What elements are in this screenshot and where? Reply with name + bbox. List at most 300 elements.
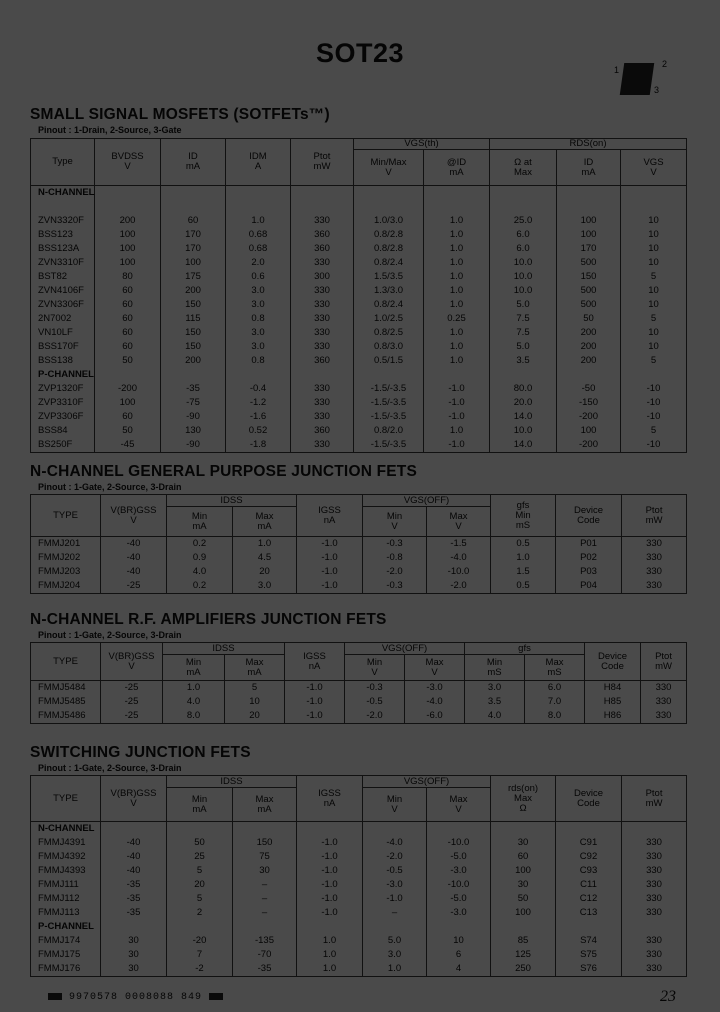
cell-value: -40 (101, 850, 167, 864)
col-idss: IDSS (212, 642, 235, 654)
cell-value: 1.0 (226, 214, 291, 228)
empty-cell (297, 920, 363, 934)
cell-value: -2.0 (345, 709, 405, 724)
col-code: Code (601, 660, 624, 672)
cell-value: 5 (225, 681, 285, 696)
col-type: TYPE (53, 509, 78, 521)
col-unit: mS (515, 519, 531, 531)
cell-value: 10.0 (490, 270, 557, 284)
cell-value: -200 (557, 410, 621, 424)
table-row (31, 410, 687, 424)
empty-cell (490, 368, 557, 382)
cell-value: 4.0 (167, 565, 233, 579)
group-label: N-CHANNEL (31, 822, 101, 837)
cell-value: 3.0 (233, 579, 297, 594)
switching-jfets-section-title: SWITCHING JUNCTION FETS (30, 744, 251, 761)
col-min: Min (486, 656, 503, 668)
cell-value: 25 (167, 850, 233, 864)
cell-value: 0.8/2.8 (354, 242, 424, 256)
table-row (31, 214, 687, 228)
cell-value: P04 (556, 579, 622, 594)
cell-value: 5.0 (490, 340, 557, 354)
table-row (31, 284, 687, 298)
cell-value: -1.0 (297, 551, 363, 565)
cell-value: -1.0 (297, 864, 363, 878)
col-min: Min (191, 510, 208, 522)
empty-cell (354, 368, 424, 382)
col-unit: mA (192, 803, 207, 815)
cell-value: -1.0 (424, 410, 490, 424)
col-unit: mW (645, 514, 663, 526)
empty-cell (354, 186, 424, 201)
col-gfs: gfs (518, 642, 531, 654)
table-row (31, 298, 687, 312)
cell-value: 330 (622, 565, 687, 579)
part-number: ZVN3306F (31, 298, 95, 312)
col-igss: IGSS (303, 650, 326, 662)
empty-cell (621, 186, 687, 201)
cell-value: -1.8 (226, 438, 291, 453)
cell-value: -1.5/-3.5 (354, 410, 424, 424)
cell-value: 5.0 (363, 934, 427, 948)
col-unit: Ω (519, 802, 527, 814)
cell-value: 7 (167, 948, 233, 962)
col-unit: mA (192, 520, 207, 532)
cell-value: 1.0 (297, 962, 363, 977)
cell-value: 0.8/2.4 (354, 298, 424, 312)
empty-cell (491, 822, 556, 837)
cell-value: -90 (161, 410, 226, 424)
cell-value: 0.25 (424, 312, 490, 326)
cell-value: 5 (167, 864, 233, 878)
cell-value: 80.0 (490, 382, 557, 396)
empty-cell (490, 186, 557, 201)
cell-value: 10 (621, 326, 687, 340)
empty-cell (161, 186, 226, 201)
cell-value: -200 (557, 438, 621, 453)
empty-cell (490, 200, 557, 214)
barcode-block (48, 993, 62, 1000)
empty-cell (101, 822, 167, 837)
col-max: Max (245, 656, 264, 668)
cell-value: 2.0 (226, 256, 291, 270)
cell-value: 0.5/1.5 (354, 354, 424, 368)
part-number: BSS123 (31, 228, 95, 242)
cell-value: 3.0 (363, 948, 427, 962)
table-row (31, 228, 687, 242)
cell-value: 5 (167, 892, 233, 906)
part-number: FMMJ174 (31, 934, 101, 948)
table-row (31, 681, 687, 696)
cell-value: 125 (491, 948, 556, 962)
col-max: Max (425, 656, 444, 668)
cell-value: -4.0 (405, 695, 465, 709)
col-max: Max (514, 792, 532, 804)
col-min: Min (386, 510, 403, 522)
cell-value: -40 (101, 565, 167, 579)
cell-value: -0.5 (363, 864, 427, 878)
cell-value: S76 (556, 962, 622, 977)
cell-value: 330 (622, 864, 687, 878)
cell-value: 100 (95, 242, 161, 256)
cell-value: 100 (161, 256, 226, 270)
cell-value: 4.0 (465, 709, 525, 724)
cell-value: 1.0/2.5 (354, 312, 424, 326)
cell-value: -25 (101, 579, 167, 594)
col-unit: mA (581, 166, 596, 178)
cell-value: -3.0 (427, 864, 491, 878)
cell-value: -1.5/-3.5 (354, 382, 424, 396)
cell-value: 200 (557, 354, 621, 368)
switching-jfets-table-body (31, 822, 687, 977)
empty-cell (427, 920, 491, 934)
cell-value: -0.3 (363, 537, 427, 552)
col-max: Max (449, 510, 468, 522)
cell-value: 200 (557, 326, 621, 340)
cell-value: 150 (161, 340, 226, 354)
cell-value: 30 (101, 948, 167, 962)
cell-value: 0.52 (226, 424, 291, 438)
cell-value: 1.0 (233, 537, 297, 552)
cell-value: -0.3 (363, 579, 427, 594)
empty-cell (291, 200, 354, 214)
cell-value: S74 (556, 934, 622, 948)
cell-value: 170 (557, 242, 621, 256)
empty-cell (291, 368, 354, 382)
col-unit: V (391, 803, 398, 815)
cell-value: 60 (161, 214, 226, 228)
col-unit: V (130, 797, 137, 809)
cell-value: 60 (95, 298, 161, 312)
group-label: P-CHANNEL (31, 920, 101, 934)
part-number: FMMJ111 (31, 878, 101, 892)
cell-value: 20 (225, 709, 285, 724)
col-ptot: Ptot (645, 787, 663, 799)
cell-value: -75 (161, 396, 226, 410)
cell-value: 0.8/2.0 (354, 424, 424, 438)
table-row (31, 424, 687, 438)
cell-value: 330 (291, 396, 354, 410)
cell-value: 100 (557, 424, 621, 438)
cell-value: -10.0 (427, 565, 491, 579)
cell-value: 10 (621, 228, 687, 242)
cell-value: 3.5 (490, 354, 557, 368)
col-unit: V (130, 514, 137, 526)
group-header-row (31, 368, 687, 382)
cell-value: C93 (556, 864, 622, 878)
cell-value: 0.2 (167, 579, 233, 594)
cell-value: 1.0 (424, 256, 490, 270)
col-rdson: RDS(on) (569, 138, 607, 149)
cell-value: -1.5/-3.5 (354, 396, 424, 410)
col-max: Max (545, 656, 564, 668)
cell-value: -5.0 (427, 892, 491, 906)
cell-value: 1.0 (424, 284, 490, 298)
pin-2-label: 2 (662, 59, 668, 69)
cell-value: 3.0 (226, 326, 291, 340)
cell-value: -10 (621, 396, 687, 410)
cell-value: 20 (167, 878, 233, 892)
mosfets-table-body (31, 186, 687, 453)
empty-cell (354, 200, 424, 214)
cell-value: 30 (491, 878, 556, 892)
cell-value: 330 (291, 382, 354, 396)
cell-value: 3.0 (226, 284, 291, 298)
cell-value: -45 (95, 438, 161, 453)
cell-value: 330 (622, 948, 687, 962)
cell-value: -0.8 (363, 551, 427, 565)
cell-value: -35 (233, 962, 297, 977)
cell-value: 330 (641, 695, 687, 709)
table-row (31, 312, 687, 326)
cell-value: 0.8/2.8 (354, 228, 424, 242)
cell-value: 2 (167, 906, 233, 920)
col-vgsoff: VGS(OFF) (403, 494, 450, 506)
cell-value: 0.8/2.5 (354, 326, 424, 340)
part-number: BSS84 (31, 424, 95, 438)
cell-value: -1.0 (285, 681, 345, 696)
table-row (31, 709, 687, 724)
table-row (31, 537, 687, 552)
cell-value: -1.0 (297, 579, 363, 594)
col-igss: IGSS (318, 787, 341, 799)
cell-value: -2.0 (427, 579, 491, 594)
cell-value: P02 (556, 551, 622, 565)
empty-cell (226, 200, 291, 214)
table-row (31, 864, 687, 878)
col-ohm-at: Ω at (514, 156, 532, 168)
col-type: TYPE (53, 655, 78, 667)
col-at-id: @ID (446, 156, 467, 168)
group-label: N-CHANNEL (31, 186, 95, 201)
cell-value: 1.3/3.0 (354, 284, 424, 298)
switching-jfets-table (30, 775, 687, 977)
col-unit: V (124, 161, 131, 172)
empty-cell (363, 822, 427, 837)
table-row (31, 270, 687, 284)
cell-value: 8.0 (163, 709, 225, 724)
cell-value: C92 (556, 850, 622, 864)
cell-value: 30 (233, 864, 297, 878)
cell-value: -4.0 (363, 836, 427, 850)
empty-cell (491, 920, 556, 934)
empty-cell (297, 822, 363, 837)
cell-value: -25 (101, 695, 163, 709)
cell-value: 1.0/3.0 (354, 214, 424, 228)
table-row (31, 962, 687, 977)
col-unit: mA (257, 803, 272, 815)
part-number: FMMJ113 (31, 906, 101, 920)
cell-value: 1.0 (424, 354, 490, 368)
cell-value: 80 (95, 270, 161, 284)
cell-value: 60 (95, 340, 161, 354)
cell-value: -1.0 (297, 537, 363, 552)
col-rdson: rds(on) (507, 782, 539, 794)
part-number: BSS138 (31, 354, 95, 368)
cell-value: 500 (557, 284, 621, 298)
cell-value: 360 (291, 242, 354, 256)
cell-value: -90 (161, 438, 226, 453)
part-number: FMMJ4391 (31, 836, 101, 850)
cell-value: C91 (556, 836, 622, 850)
cell-value: 1.0 (297, 948, 363, 962)
cell-value: 3.5 (465, 695, 525, 709)
cell-value: 7.5 (490, 326, 557, 340)
cell-value: C13 (556, 906, 622, 920)
cell-value: 150 (557, 270, 621, 284)
part-number: BS250F (31, 438, 95, 453)
col-unit: V (431, 666, 438, 678)
empty-cell (424, 368, 490, 382)
empty-cell (363, 920, 427, 934)
cell-value: 200 (557, 340, 621, 354)
col-vbrgss: V(BR)GSS (108, 650, 155, 662)
mosfets-section-title: SMALL SIGNAL MOSFETS (SOTFETs™) (30, 106, 330, 123)
part-number: 2N7002 (31, 312, 95, 326)
cell-value: 0.5 (491, 537, 556, 552)
gp-jfets-table (30, 494, 687, 594)
table-row (31, 382, 687, 396)
cell-value: -1.0 (297, 906, 363, 920)
rf-jfets-pinout: Pinout : 1-Gate, 2-Source, 3-Drain (38, 630, 182, 640)
cell-value: 10 (621, 256, 687, 270)
barcode-block (209, 993, 223, 1000)
table-row (31, 836, 687, 850)
page-number: 23 (660, 988, 676, 1005)
table-row (31, 948, 687, 962)
table-row (31, 340, 687, 354)
cell-value: 0.5 (491, 579, 556, 594)
cell-value: 6.0 (490, 242, 557, 256)
col-min: Min (386, 793, 403, 805)
cell-value: -40 (101, 537, 167, 552)
table-row (31, 892, 687, 906)
empty-cell (424, 186, 490, 201)
cell-value: 1.0 (363, 962, 427, 977)
cell-value: -2.0 (363, 850, 427, 864)
cell-value: H86 (585, 709, 641, 724)
col-min: Min (185, 656, 202, 668)
cell-value: 330 (622, 934, 687, 948)
empty-cell (424, 200, 490, 214)
part-number: BSS123A (31, 242, 95, 256)
col-type: TYPE (53, 792, 78, 804)
cell-value: -1.0 (424, 396, 490, 410)
col-type: Type (52, 156, 73, 167)
cell-value: 170 (161, 242, 226, 256)
cell-value: -0.3 (345, 681, 405, 696)
cell-value: 0.8/3.0 (354, 340, 424, 354)
part-number: ZVP3310F (31, 396, 95, 410)
cell-value: 10 (621, 340, 687, 354)
cell-value: -40 (101, 864, 167, 878)
cell-value: 175 (161, 270, 226, 284)
cell-value: 75 (233, 850, 297, 864)
cell-value: 7.5 (490, 312, 557, 326)
cell-value: 1.0 (424, 326, 490, 340)
col-device: Device (597, 650, 628, 662)
col-unit: nA (308, 660, 321, 672)
empty-cell (167, 822, 233, 837)
cell-value: 330 (622, 551, 687, 565)
cell-value: 14.0 (490, 438, 557, 453)
part-number: FMMJ204 (31, 579, 101, 594)
cell-value: 330 (641, 709, 687, 724)
cell-value: 360 (291, 354, 354, 368)
col-unit: V (391, 520, 398, 532)
cell-value: -4.0 (427, 551, 491, 565)
part-number: ZVN4106F (31, 284, 95, 298)
col-vgsoff: VGS(OFF) (403, 775, 450, 787)
part-number: VN10LF (31, 326, 95, 340)
cell-value: -1.0 (297, 850, 363, 864)
col-max: Max (255, 793, 274, 805)
cell-value: 5.0 (490, 298, 557, 312)
cell-value: -10.0 (427, 878, 491, 892)
empty-cell (226, 186, 291, 201)
table-row (31, 354, 687, 368)
table-row (31, 396, 687, 410)
cell-value: 5 (621, 312, 687, 326)
col-unit: mA (247, 666, 262, 678)
cell-value: -1.0 (285, 709, 345, 724)
cell-value: 330 (622, 878, 687, 892)
cell-value: 100 (557, 228, 621, 242)
cell-value: 1.0 (424, 270, 490, 284)
table-row (31, 551, 687, 565)
cell-value: H85 (585, 695, 641, 709)
table-row (31, 326, 687, 340)
part-number: ZVN3310F (31, 256, 95, 270)
cell-value: -70 (233, 948, 297, 962)
col-vgs: VGS (643, 156, 664, 168)
col-unit: mW (313, 161, 331, 172)
cell-value: 60 (95, 312, 161, 326)
cell-value: 1.0 (424, 298, 490, 312)
col-unit: V (650, 166, 657, 178)
table-row (31, 906, 687, 920)
empty-cell (95, 200, 161, 214)
empty-cell (95, 368, 161, 382)
cell-value: 200 (95, 214, 161, 228)
cell-value: 10 (427, 934, 491, 948)
col-gfs: gfs (516, 499, 530, 511)
col-unit: mA (257, 520, 272, 532)
table-row (31, 878, 687, 892)
col-unit: mS (487, 666, 502, 678)
empty-cell (556, 822, 622, 837)
cell-value: 30 (491, 836, 556, 850)
col-vgsoff: VGS(OFF) (381, 642, 428, 654)
footer-code: 9970578 0008088 849 (69, 992, 203, 1003)
cell-value: 0.8/2.4 (354, 256, 424, 270)
col-idss: IDSS (220, 775, 243, 787)
cell-value: -150 (557, 396, 621, 410)
cell-value: 500 (557, 256, 621, 270)
cell-value: 50 (557, 312, 621, 326)
footer-barcode (48, 992, 223, 1003)
empty-cell (233, 822, 297, 837)
table-row (31, 934, 687, 948)
cell-value: 330 (622, 892, 687, 906)
empty-cell (95, 186, 161, 201)
cell-value: 10 (621, 214, 687, 228)
col-unit: A (254, 161, 262, 172)
cell-value: 330 (291, 256, 354, 270)
col-idss: IDSS (220, 494, 243, 506)
cell-value: 1.5 (491, 565, 556, 579)
col-device: Device (573, 504, 604, 516)
